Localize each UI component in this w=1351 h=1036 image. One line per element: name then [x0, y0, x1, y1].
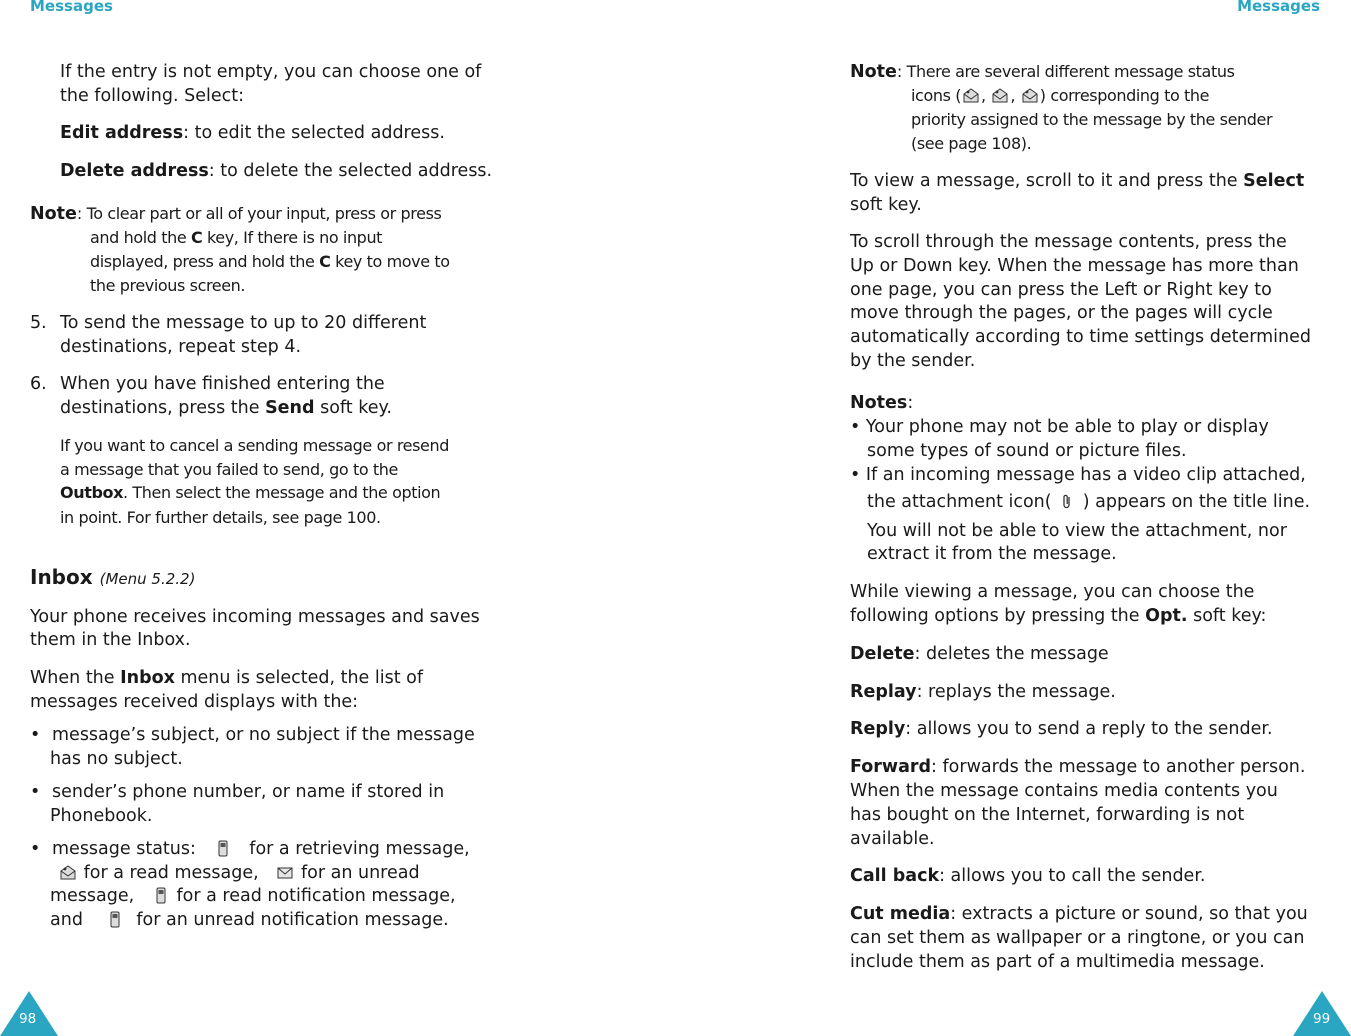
note-text: displayed, press and hold the [90, 252, 320, 271]
bullet-1-cont: has no subject. [50, 749, 183, 769]
inbox-menu-ref: (Menu 5.2.2) [99, 570, 196, 588]
cancel-note-line [60, 481, 440, 505]
c-key: C [319, 252, 331, 271]
status-note-line [850, 60, 1235, 84]
note-text: key to move to [330, 252, 450, 271]
step-6-number: 6. [30, 374, 47, 394]
while-text: soft key: [1187, 606, 1267, 626]
inbox-heading [30, 565, 195, 591]
step-5-line: To send the message to up to 20 different [60, 313, 427, 333]
view-line: soft key. [850, 195, 922, 215]
scroll-line: To scroll through the message contents, press the [850, 232, 1287, 252]
status-note-line: priority assigned to the message by the sender [911, 110, 1273, 129]
notes-colon: : [907, 393, 914, 413]
status-note-text: ) corresponding to the [1039, 86, 1210, 105]
retrieving-message-icon [215, 840, 231, 857]
read-notification-icon [153, 887, 169, 904]
option-reply [850, 717, 1273, 741]
bullet-text: message’s subject, or no subject if the message [52, 725, 475, 745]
option-term: Call back [850, 866, 940, 886]
option-call-back [850, 864, 1205, 888]
opt-key: Opt. [1145, 606, 1188, 626]
outbox-term: Outbox [60, 483, 124, 502]
step-5-number: 5. [30, 313, 47, 333]
scroll-line: Up or Down key. When the message has more than [850, 256, 1299, 276]
option-desc: : replays the message. [916, 682, 1116, 702]
inbox-title: Inbox [30, 565, 93, 589]
bullet-text: message, [50, 886, 135, 906]
notes-text: ) appears on the title line. [1082, 492, 1311, 512]
option-desc: : forwards the message to another person. [931, 757, 1306, 777]
note-line: the previous screen. [90, 276, 246, 295]
bullet-mark: • [30, 839, 41, 859]
option-desc: : deletes the message [914, 644, 1109, 664]
when-line [30, 666, 423, 690]
receive-line: them in the Inbox. [30, 630, 191, 650]
bullet-text: and [50, 910, 83, 930]
right-page-number-badge [1293, 991, 1351, 1036]
bullet-2 [30, 780, 444, 804]
option-term: Replay [850, 682, 917, 702]
bullet-mark: • [30, 725, 41, 745]
scroll-line: by the sender. [850, 351, 976, 371]
step-6-line: When you have finished entering the [60, 374, 385, 394]
receive-line: Your phone receives incoming messages and saves [30, 607, 480, 627]
notes-bullet-2-cont [867, 490, 1310, 514]
inbox-term: Inbox [120, 668, 175, 688]
option-cut-media [850, 902, 1308, 926]
bullet-text: for a retrieving message, [249, 839, 470, 859]
edit-address-option [60, 121, 445, 145]
bullet-text: for an unread [300, 863, 420, 883]
forward-cont: has bought on the Internet, forwarding is not [850, 805, 1245, 825]
status-note-text: icons ( [911, 86, 962, 105]
cut-media-cont: can set them as wallpaper or a ringtone, or you can [850, 928, 1305, 948]
option-term: Delete [850, 644, 915, 664]
view-line [850, 169, 1304, 193]
option-replay [850, 680, 1116, 704]
option-desc: : allows you to call the sender. [939, 866, 1206, 886]
option-term: Reply [850, 719, 906, 739]
scroll-line: move through the pages, or the pages will cycle [850, 303, 1273, 323]
cancel-note-line: a message that you failed to send, go to the [60, 460, 398, 479]
bullet-1 [30, 723, 475, 747]
note-line [90, 250, 450, 274]
send-key: Send [265, 398, 315, 418]
bullet-3-cont [50, 908, 449, 932]
while-line [850, 604, 1266, 628]
separator: , [1010, 86, 1016, 105]
cancel-note-text: . Then select the message and the option [123, 483, 441, 502]
note-line [30, 202, 441, 226]
bullet-text: for a read notification message, [176, 886, 456, 906]
step-6-text: soft key. [314, 398, 392, 418]
while-line: While viewing a message, you can choose the [850, 582, 1255, 602]
left-running-header: Messages [30, 0, 113, 15]
option-term: Cut media [850, 904, 951, 924]
delete-address-term: Delete address [60, 161, 209, 181]
note-line [90, 226, 382, 250]
when-line: messages received displays with the: [30, 692, 359, 712]
bullet-3 [30, 837, 470, 861]
status-note-text: : There are several different message status [896, 62, 1235, 81]
bullet-text: message status: [52, 839, 196, 859]
view-text: To view a message, scroll to it and press the [850, 171, 1244, 191]
cancel-note-line: in point. For further details, see page 100. [60, 508, 381, 527]
priority-normal-icon [992, 87, 1008, 104]
priority-low-icon [1022, 87, 1038, 104]
cut-media-cont: include them as part of a multimedia message. [850, 952, 1265, 972]
notes-bullet-1-cont: some types of sound or picture files. [867, 441, 1187, 461]
bullet-3-cont [50, 884, 456, 908]
note-text: : To clear part or all of your input, press or press [76, 204, 442, 223]
option-delete [850, 642, 1109, 666]
note-label: Note [850, 62, 897, 82]
unread-message-icon [277, 864, 293, 881]
forward-cont: available. [850, 829, 935, 849]
delete-address-option [60, 159, 492, 183]
notes-bullet-2-cont: extract it from the message. [867, 544, 1117, 564]
note-text: and hold the [90, 228, 191, 247]
select-key: Select [1243, 171, 1305, 191]
step-6-text: destinations, press the [60, 398, 266, 418]
notes-label: Notes [850, 393, 908, 413]
attachment-icon [1059, 493, 1075, 510]
left-page-number: 98 [19, 1011, 37, 1027]
notes-bullet-2: • If an incoming message has a video clip attached, [850, 465, 1306, 485]
status-note-line: (see page 108). [911, 134, 1032, 153]
left-page-number-badge [0, 991, 58, 1036]
option-term: Forward [850, 757, 932, 777]
scroll-line: one page, you can press the Left or Right key to [850, 280, 1272, 300]
forward-cont: When the message contains media contents you [850, 781, 1278, 801]
bullet-text: for a read message, [83, 863, 259, 883]
notes-text: the attachment icon( [867, 492, 1052, 512]
right-running-header: Messages [1237, 0, 1320, 15]
option-desc: : allows you to send a reply to the sender. [905, 719, 1273, 739]
when-text: When the [30, 668, 121, 688]
edit-address-term: Edit address [60, 123, 184, 143]
status-note-line [911, 84, 1209, 108]
cancel-note-line: If you want to cancel a sending message or resend [60, 436, 449, 455]
delete-address-desc: : to delete the selected address. [208, 161, 493, 181]
c-key: C [190, 228, 203, 247]
entry-paragraph-line: If the entry is not empty, you can choose one of [60, 62, 482, 82]
separator: , [981, 86, 986, 105]
step-5-line: destinations, repeat step 4. [60, 337, 302, 357]
scroll-line: automatically according to time settings determined [850, 327, 1312, 347]
edit-address-desc: : to edit the selected address. [183, 123, 445, 143]
bullet-mark: • [30, 782, 41, 802]
unread-notification-icon [107, 911, 123, 928]
read-message-icon [60, 864, 76, 881]
option-forward [850, 755, 1305, 779]
note-label: Note [30, 204, 77, 224]
priority-high-icon [963, 87, 979, 104]
notes-bullet-2-cont: You will not be able to view the attachment, nor [867, 521, 1287, 541]
entry-paragraph-line: the following. Select: [60, 86, 244, 106]
note-text: key, If there is no input [202, 228, 383, 247]
notes-bullet-1: • Your phone may not be able to play or display [850, 417, 1269, 437]
bullet-2-cont: Phonebook. [50, 806, 153, 826]
bullet-3-cont [58, 861, 420, 885]
notes-heading [850, 391, 913, 415]
when-text: menu is selected, the list of [174, 668, 423, 688]
step-6-line [60, 396, 392, 420]
option-desc: : extracts a picture or sound, so that you [950, 904, 1308, 924]
right-page-number: 99 [1313, 1011, 1331, 1027]
bullet-text: sender’s phone number, or name if stored in [52, 782, 445, 802]
while-text: following options by pressing the [850, 606, 1146, 626]
bullet-text: for an unread notification message. [136, 910, 449, 930]
